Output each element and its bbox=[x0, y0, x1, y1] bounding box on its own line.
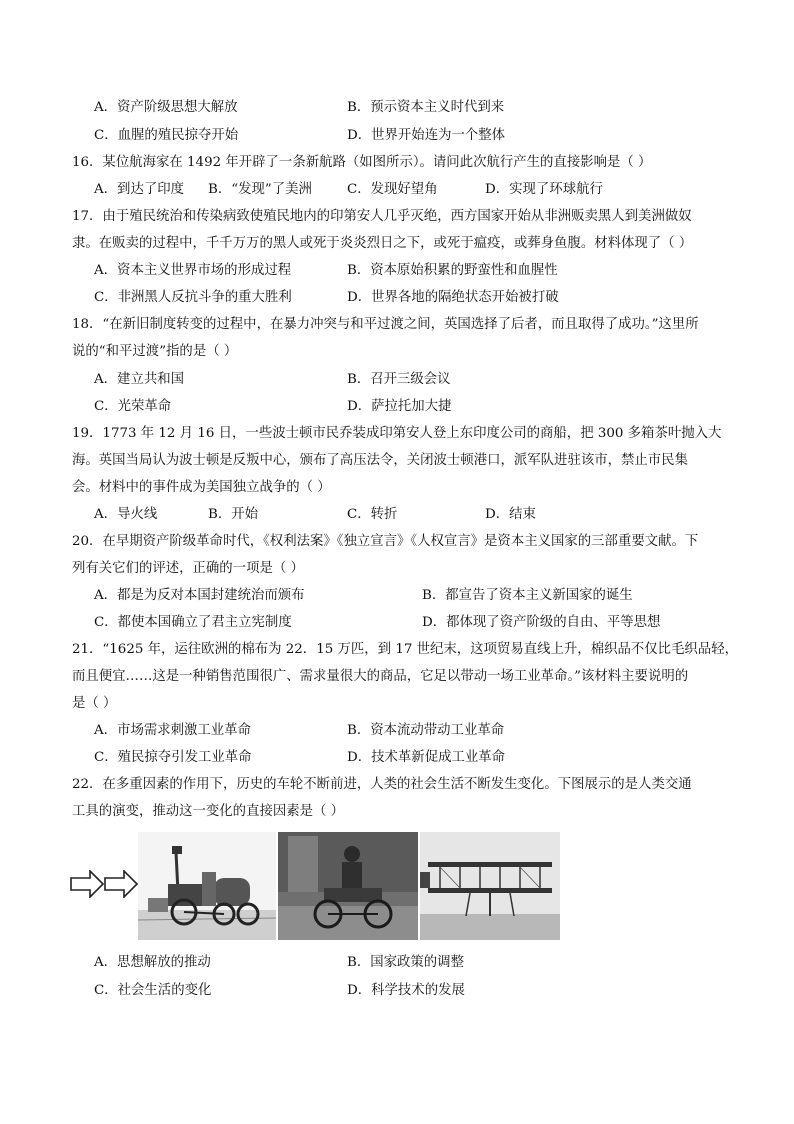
q16-option-c: C．发现好望角 bbox=[347, 182, 438, 197]
q22-option-b: B．国家政策的调整 bbox=[347, 955, 464, 970]
q19-option-b: B．开始 bbox=[208, 507, 259, 522]
early-automobile-photo bbox=[278, 832, 418, 940]
q17-stem-line-2: 隶。在贩卖的过程中，千千万万的黑人或死于炎炎烈日之下，或死于瘟疫，或葬身鱼腹。材料体现了（ ） bbox=[72, 236, 693, 251]
arrow-right-icon bbox=[70, 870, 104, 902]
q21-stem-line-1: 21．“1625 年，运往欧洲的棉布为 22．15 万匹，到 17 世纪末，这项贸易直线上升，棉织品不仅比毛织品轻， bbox=[72, 642, 738, 657]
transport-evolution-figure bbox=[70, 832, 570, 942]
q19-stem-line-2: 海。英国当局认为波士顿是反叛中心，颁布了高压法令，关闭波士顿港口，派军队进驻该市，禁止市民集 bbox=[72, 453, 688, 468]
q16-option-b: B．“发现”了美洲 bbox=[208, 182, 312, 197]
q20-option-c: C．都使本国确立了君主立宪制度 bbox=[94, 615, 292, 630]
q15-option-c: C．血腥的殖民掠夺开始 bbox=[94, 128, 239, 143]
q16-option-a: A．到达了印度 bbox=[94, 182, 185, 197]
q22-option-a: A．思想解放的推动 bbox=[94, 955, 211, 970]
q17-stem-line-1: 17．由于殖民统治和传染病致使殖民地内的印第安人几乎灭绝，西方国家开始从非洲贩卖黑人到美洲做奴 bbox=[72, 209, 692, 224]
q22-option-d: D．科学技术的发展 bbox=[347, 983, 465, 998]
q20-option-d: D．都体现了资产阶级的自由、平等思想 bbox=[422, 615, 661, 630]
q19-option-d: D．结束 bbox=[485, 507, 536, 522]
q20-stem-line-1: 20．在早期资产阶级革命时代，《权利法案》《独立宣言》《人权宣言》是资本主义国家的三部重要文献。下 bbox=[72, 534, 699, 549]
q18-stem-line-1: 18．“在新旧制度转变的过程中，在暴力冲突与和平过渡之间，英国选择了后者，而且取得了成功。”这里所 bbox=[72, 317, 699, 332]
q19-option-c: C．转折 bbox=[347, 507, 398, 522]
q18-option-a: A．建立共和国 bbox=[94, 372, 185, 387]
q21-option-d: D．技术革新促成工业革命 bbox=[347, 750, 506, 765]
q15-option-a: A．资产阶级思想大解放 bbox=[94, 100, 238, 115]
q21-option-c: C．殖民掠夺引发工业革命 bbox=[94, 750, 252, 765]
q22-option-c: C．社会生活的变化 bbox=[94, 983, 212, 998]
q21-option-b: B．资本流动带动工业革命 bbox=[347, 723, 505, 738]
q21-option-a: A．市场需求刺激工业革命 bbox=[94, 723, 251, 738]
q16-stem: 16．某位航海家在 1492 年开辟了一条新航路（如图所示）。请问此次航行产生的直接影响是（ ） bbox=[72, 155, 652, 170]
arrow-right-icon bbox=[104, 870, 138, 902]
q22-stem-line-2: 工具的演变，推动这一变化的直接因素是（ ） bbox=[72, 804, 345, 819]
q15-option-b: B．预示资本主义时代到来 bbox=[347, 100, 505, 115]
q18-option-d: D．萨拉托加大捷 bbox=[347, 399, 452, 414]
q20-option-a: A．都是为反对本国封建统治而颁布 bbox=[94, 588, 305, 603]
q16-option-d: D．实现了环球航行 bbox=[485, 182, 603, 197]
q20-stem-line-2: 列有关它们的评述，正确的一项是（ ） bbox=[72, 561, 304, 576]
q18-option-b: B．召开三级会议 bbox=[347, 372, 451, 387]
q17-option-b: B．资本原始积累的野蛮性和血腥性 bbox=[347, 263, 558, 278]
q19-option-a: A．导火线 bbox=[94, 507, 158, 522]
q17-option-a: A．资本主义世界市场的形成过程 bbox=[94, 263, 292, 278]
biplane-photo bbox=[420, 832, 560, 940]
q17-option-d: D．世界各地的隔绝状态开始被打破 bbox=[347, 290, 559, 305]
q18-stem-line-2: 说的“和平过渡”指的是（ ） bbox=[72, 344, 238, 359]
q15-option-d: D．世界开始连为一个整体 bbox=[347, 128, 506, 143]
q21-stem-line-3: 是（ ） bbox=[72, 696, 117, 711]
q17-option-c: C．非洲黑人反抗斗争的重大胜利 bbox=[94, 290, 292, 305]
steam-locomotive-photo bbox=[138, 832, 276, 940]
q21-stem-line-2: 而且便宜……这是一种销售范围很广、需求量很大的商品，它足以带动一场工业革命。”该材料主要说明的 bbox=[72, 669, 689, 684]
q19-stem-line-3: 会。材料中的事件成为美国独立战争的（ ） bbox=[72, 480, 331, 495]
q22-stem-line-1: 22．在多重因素的作用下，历史的车轮不断前进，人类的社会生活不断发生变化。下图展示的是人类交通 bbox=[72, 777, 692, 792]
q19-stem-line-1: 19．1773 年 12 月 16 日，一些波士顿市民乔装成印第安人登上东印度公司的商船，把 300 多箱茶叶抛入大 bbox=[72, 426, 722, 441]
q18-option-c: C．光荣革命 bbox=[94, 399, 172, 414]
q20-option-b: B．都宣告了资本主义新国家的诞生 bbox=[422, 588, 633, 603]
